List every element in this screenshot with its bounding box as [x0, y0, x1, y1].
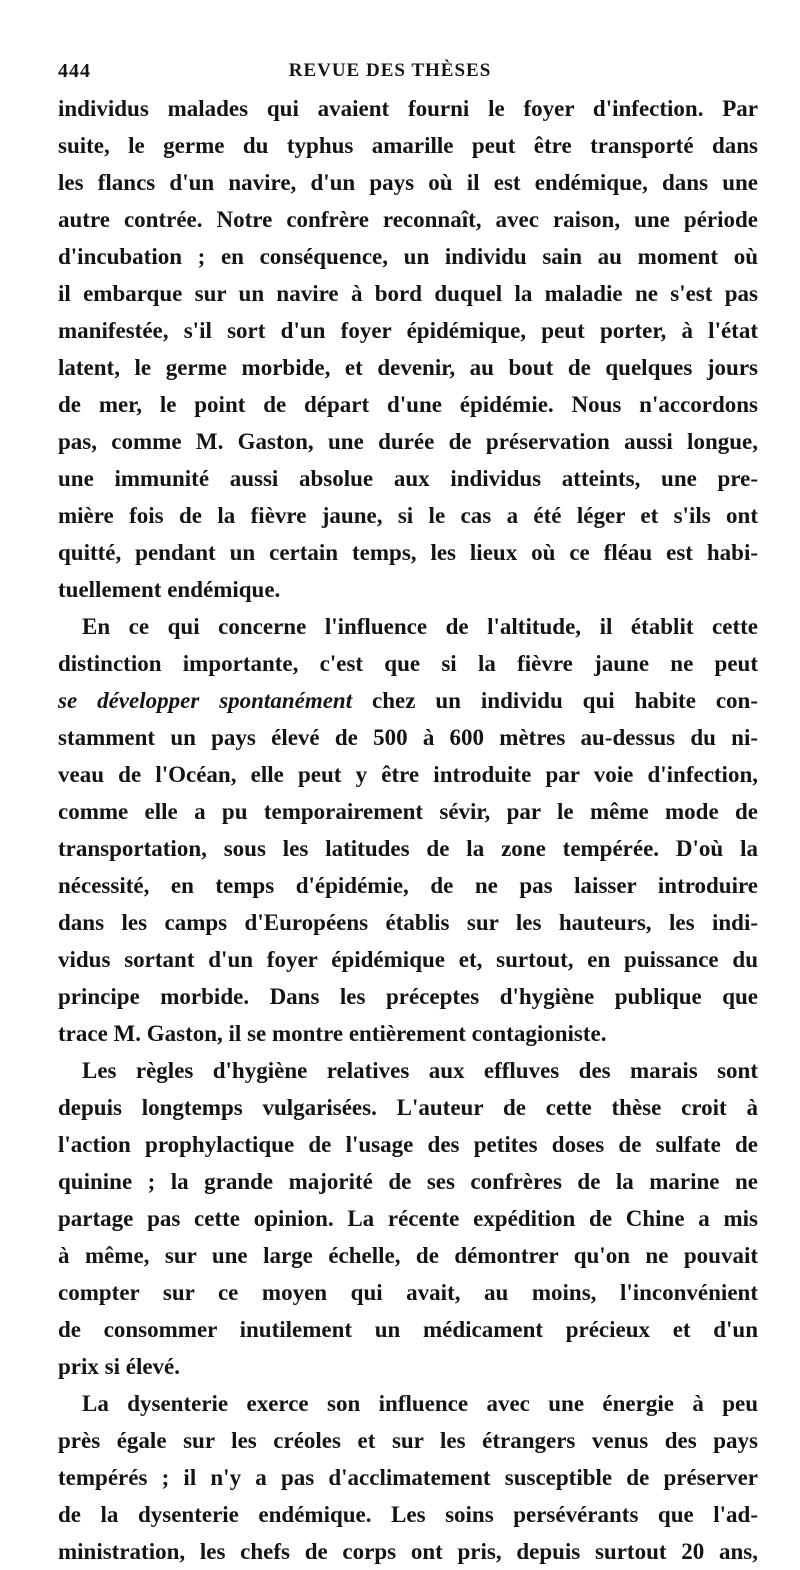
text-line: d'incubation ; en conséquence, un individu sain au moment où	[58, 244, 758, 269]
text-line: tempérés ; il n'y a pas d'acclimatement susceptible de préserver	[58, 1465, 758, 1490]
line-remainder: chez un individu qui habite con-	[352, 688, 758, 713]
text-line: quitté, pendant un certain temps, les lieux où ce fléau est habi-	[58, 540, 758, 565]
text-line: distinction importante, c'est que si la fièvre jaune ne peut	[58, 651, 758, 676]
text-line: suite, le germe du typhus amarille peut être transporté dans	[58, 133, 758, 158]
italic-phrase: se développer spontanément	[58, 688, 353, 713]
text-line: pas, comme M. Gaston, une durée de préservation aussi longue,	[58, 429, 758, 454]
text-line: En ce qui concerne l'influence de l'altitude, il établit cette	[82, 614, 758, 639]
text-line: tuellement endémique.	[58, 577, 281, 602]
text-line: les flancs d'un navire, d'un pays où il est endémique, dans une	[58, 170, 758, 195]
text-line: depuis longtemps vulgarisées. L'auteur de cette thèse croit à	[58, 1095, 758, 1120]
text-line: à même, sur une large échelle, de démontrer qu'on ne pouvait	[58, 1243, 758, 1268]
text-line: mière fois de la fièvre jaune, si le cas a été léger et s'ils ont	[58, 503, 758, 528]
text-line: autre contrée. Notre confrère reconnaît, avec raison, une période	[58, 207, 758, 232]
text-line: Les règles d'hygiène relatives aux effluves des marais sont	[82, 1058, 758, 1083]
text-line: partage pas cette opinion. La récente expédition de Chine a mis	[58, 1206, 758, 1231]
text-line: individus malades qui avaient fourni le foyer d'infection. Par	[58, 96, 758, 121]
text-line: manifestée, s'il sort d'un foyer épidémique, peut porter, à l'état	[58, 318, 758, 343]
body-text	[58, 90, 758, 1570]
text-line: de mer, le point de départ d'une épidémie. Nous n'accordons	[58, 392, 758, 417]
text-line: transportation, sous les latitudes de la zone tempérée. D'où la	[58, 836, 758, 861]
text-line: principe morbide. Dans les préceptes d'hygiène publique que	[58, 984, 758, 1009]
text-line: compter sur ce moyen qui avait, au moins, l'inconvénient	[58, 1280, 758, 1305]
text-line: ministration, les chefs de corps ont pris, depuis surtout 20 ans,	[58, 1539, 758, 1564]
text-line: il embarque sur un navire à bord duquel la maladie ne s'est pas	[58, 281, 758, 306]
text-line: près égale sur les créoles et sur les étrangers venus des pays	[58, 1428, 758, 1453]
text-line: l'action prophylactique de l'usage des petites doses de sulfate de	[58, 1132, 758, 1157]
page-number: 444	[58, 60, 91, 82]
text-line: trace M. Gaston, il se montre entièrement contagioniste.	[58, 1021, 607, 1046]
text-line: une immunité aussi absolue aux individus atteints, une pre-	[58, 466, 758, 491]
text-line: comme elle a pu temporairement sévir, par le même mode de	[58, 799, 758, 824]
text-line: latent, le germe morbide, et devenir, au bout de quelques jours	[58, 355, 758, 380]
running-head: REVUE DES THÈSES	[288, 60, 492, 81]
text-line: de consommer inutilement un médicament précieux et d'un	[58, 1317, 758, 1342]
text-line: La dysenterie exerce son influence avec une énergie à peu	[82, 1391, 758, 1416]
text-line: stamment un pays élevé de 500 à 600 mètres au-dessus du ni-	[58, 725, 758, 750]
page-header	[58, 60, 758, 90]
text-line-with-italic	[58, 682, 758, 719]
text-line: quinine ; la grande majorité de ses confrères de la marine ne	[58, 1169, 758, 1194]
text-line: veau de l'Océan, elle peut y être introduite par voie d'infection,	[58, 762, 758, 787]
text-line: vidus sortant d'un foyer épidémique et, surtout, en puissance du	[58, 947, 758, 972]
text-line: nécessité, en temps d'épidémie, de ne pas laisser introduire	[58, 873, 758, 898]
text-line: dans les camps d'Européens établis sur les hauteurs, les indi-	[58, 910, 758, 935]
text-line: de la dysenterie endémique. Les soins persévérants que l'ad-	[58, 1502, 758, 1527]
text-line: prix si élevé.	[58, 1354, 180, 1379]
